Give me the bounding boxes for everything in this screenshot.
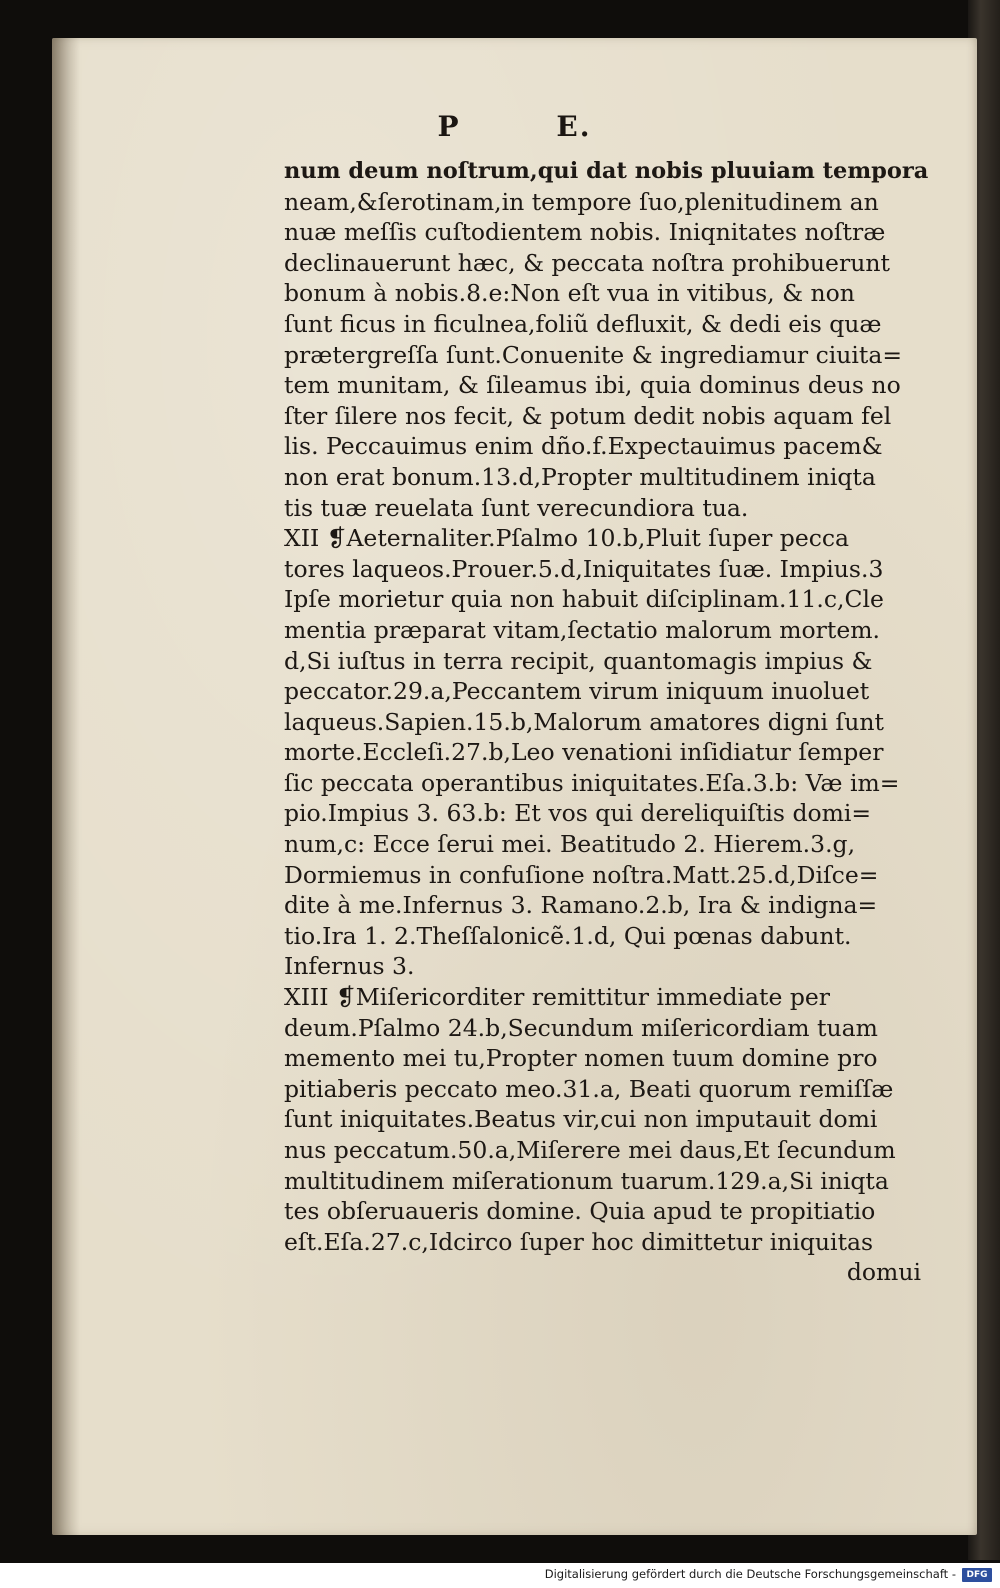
text-line: tis tuæ reuelata ſunt verecundiora tua. xyxy=(284,493,749,522)
text-line: tes obſeruaueris domine. Quia apud te propitiatio xyxy=(284,1197,876,1226)
text-line: peccator.29.a,Peccantem virum iniquum inuoluet xyxy=(284,677,870,706)
text-line: num,c: Ecce ſerui mei. Beatitudo 2. Hierem.3.g, xyxy=(284,830,856,859)
text-line: eſt.Eſa.27.c,Idcirco ſuper hoc dimittetur iniquitas xyxy=(284,1227,874,1256)
dfg-logo: DFG xyxy=(962,1568,992,1582)
header-letter-left: P xyxy=(437,110,461,143)
text-line: non erat bonum.13.d,Propter multitudinem iniqta xyxy=(284,462,876,491)
text-line: ſunt ficus in ficulnea,foliũ defluxit, & dedi eis quæ xyxy=(284,309,882,338)
text-line: mentia præparat vitam,ſectatio malorum mortem. xyxy=(284,615,880,644)
text-line: laqueus.Sapien.15.b,Malorum amatores digni ſunt xyxy=(284,707,884,736)
text-line: multitudinem miſerationum tuarum.129.a,Si iniqta xyxy=(284,1166,889,1195)
text-line: nuæ meſſis cuſtodientem nobis. Iniqnitates noſtræ xyxy=(284,218,886,247)
text-line: bonum à nobis.8.e:Non eſt vua in vitibus, & non xyxy=(284,279,855,308)
text-line: d,Si iuſtus in terra recipit, quantomagis impius & xyxy=(284,646,873,675)
text-line: ſic peccata operantibus iniquitates.Eſa.3.b: Væ im= xyxy=(284,768,900,797)
body-text xyxy=(284,156,929,1288)
text-line: lis. Peccauimus enim dño.f.Expectauimus pacem& xyxy=(284,432,883,461)
text-line: ſter ſilere nos fecit, & potum dedit nobis aquam fel xyxy=(284,401,892,430)
funding-credit: Digitalisierung gefördert durch die Deutsche Forschungsgemeinschaft - xyxy=(544,1567,956,1581)
text-line: tores laqueos.Prouer.5.d,Iniquitates ſuæ. Impius.3 xyxy=(284,554,884,583)
text-line: prætergreſſa ſunt.Conuenite & ingrediamur ciuita= xyxy=(284,340,903,369)
book-page xyxy=(52,38,977,1535)
text-line: declinauerunt hæc, & peccata noſtra prohibuerunt xyxy=(284,248,890,277)
text-line: ſunt iniquitates.Beatus vir,cui non imputauit domi xyxy=(284,1105,878,1134)
running-header xyxy=(52,110,977,143)
text-line: XII ❡Aeternaliter.Pſalmo 10.b,Pluit ſuper pecca xyxy=(284,524,850,553)
catchword: domui xyxy=(846,1258,921,1287)
header-letter-right: E. xyxy=(556,110,592,143)
text-line: num deum noſtrum,qui dat nobis pluuiam tempora xyxy=(284,158,929,184)
text-line: Ipſe morietur quia non habuit diſciplinam.11.c,Cle xyxy=(284,585,884,614)
text-line: morte.Eccleſi.27.b,Leo venationi inſidiatur ſemper xyxy=(284,738,884,767)
footer-bar xyxy=(0,1563,1000,1588)
text-line: pitiaberis peccato meo.31.a, Beati quorum remiſſæ xyxy=(284,1074,894,1103)
text-line: memento mei tu,Propter nomen tuum domine pro xyxy=(284,1044,878,1073)
text-line: pio.Impius 3. 63.b: Et vos qui dereliquiſtis domi= xyxy=(284,799,872,828)
gutter-shadow xyxy=(52,38,80,1535)
text-line: Infernus 3. xyxy=(284,952,415,981)
text-line: neam,&ſerotinam,in tempore ſuo,plenitudinem an xyxy=(284,187,879,216)
text-line: deum.Pſalmo 24.b,Secundum miſericordiam tuam xyxy=(284,1013,878,1042)
text-line: Dormiemus in confuſione noſtra.Matt.25.d,Diſce= xyxy=(284,860,879,889)
text-line: nus peccatum.50.a,Miſerere mei daus,Et ſecundum xyxy=(284,1136,896,1164)
text-line: dite à me.Infernus 3. Ramano.2.b, Ira & indigna= xyxy=(284,891,878,920)
text-line: tem munitam, & ſileamus ibi, quia dominus deus no xyxy=(284,371,901,400)
text-line: tio.Ira 1. 2.Theſſalonicẽ.1.d, Qui pœnas dabunt. xyxy=(284,921,852,950)
text-line: XIII ❡Miſericorditer remittitur immediate per xyxy=(284,983,831,1012)
